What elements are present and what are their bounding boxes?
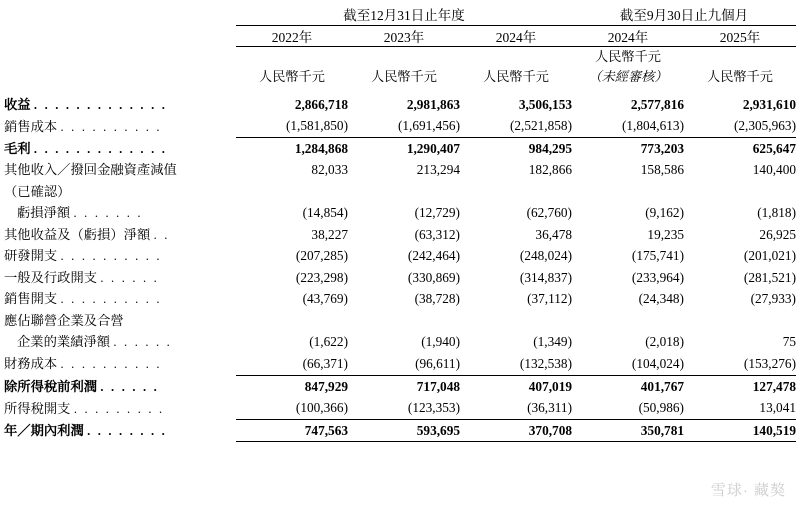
row-value: 401,767 xyxy=(572,375,684,397)
table-row xyxy=(4,331,796,353)
row-label-text: 虧損淨額 xyxy=(17,205,71,221)
row-label-leader: . . . . . . . xyxy=(73,206,143,221)
row-value: (27,933) xyxy=(750,291,796,307)
row-label-leader: . . . . . . . . . xyxy=(73,401,165,416)
row-value: 984,295 xyxy=(460,137,572,159)
row-value: (38,728) xyxy=(414,291,460,307)
header-year-corner xyxy=(4,26,236,47)
row-value: 213,294 xyxy=(416,162,460,178)
table-rows-body xyxy=(4,94,796,442)
header-unit-4 xyxy=(684,47,796,87)
row-label-text: 財務成本 xyxy=(4,356,58,372)
header-unit-4-main: 人民幣千元 xyxy=(707,68,773,84)
row-value: 82,033 xyxy=(311,162,348,178)
row-value: (1,622) xyxy=(309,334,348,350)
table-row xyxy=(4,397,796,419)
row-label-leader: . . . . . . . . . . . . . xyxy=(33,97,168,112)
header-corner-cell xyxy=(4,4,236,26)
row-value: (37,112) xyxy=(527,291,572,307)
row-value: (96,611) xyxy=(415,355,460,371)
row-label-text: 所得稅開支 xyxy=(4,400,71,416)
table-row xyxy=(4,115,796,137)
header-unit-1-main: 人民幣千元 xyxy=(371,68,437,84)
row-value xyxy=(684,181,796,203)
header-spacer-row xyxy=(4,87,796,94)
row-value: (62,760) xyxy=(526,205,572,221)
row-label-text: 研發開支 xyxy=(4,248,58,264)
row-value: (9,162) xyxy=(645,205,684,221)
row-label-text: 企業的業績淨額 xyxy=(17,334,111,350)
row-value: (36,311) xyxy=(527,400,572,416)
row-label-leader: . . xyxy=(153,227,170,242)
row-value: 847,929 xyxy=(236,375,348,397)
row-value: (66,371) xyxy=(302,355,348,371)
table-row xyxy=(4,224,796,246)
header-unit-0 xyxy=(236,47,348,87)
row-value: (2,018) xyxy=(645,334,684,350)
header-unit-2-main: 人民幣千元 xyxy=(483,68,549,84)
row-label-leader: . . . . . . xyxy=(100,379,159,394)
row-value: (223,298) xyxy=(295,269,348,285)
row-label xyxy=(4,159,236,181)
row-label-leader: . . . . . . . . . . xyxy=(60,249,162,264)
row-value: 370,708 xyxy=(460,419,572,442)
header-unit-row xyxy=(4,47,796,87)
header-unit-2 xyxy=(460,47,572,87)
row-label-text: 除所得稅前利潤 xyxy=(4,378,98,394)
table-row xyxy=(4,288,796,310)
table-row xyxy=(4,375,796,397)
row-value: (1,940) xyxy=(421,334,460,350)
row-value: 407,019 xyxy=(460,375,572,397)
row-value xyxy=(236,181,348,203)
row-value: 26,925 xyxy=(759,226,796,242)
row-value xyxy=(460,181,572,203)
row-label xyxy=(4,94,236,116)
row-value: 182,866 xyxy=(528,162,572,178)
row-label xyxy=(4,181,236,203)
row-value: 140,400 xyxy=(752,162,796,178)
row-value: (330,869) xyxy=(407,269,460,285)
row-value: (201,021) xyxy=(743,248,796,264)
table-row xyxy=(4,419,796,442)
table-row xyxy=(4,94,796,116)
row-value: 140,519 xyxy=(684,419,796,442)
row-value: 2,577,816 xyxy=(630,96,684,112)
table-row xyxy=(4,137,796,159)
row-value: 36,478 xyxy=(535,226,572,242)
row-value: (248,024) xyxy=(519,248,572,264)
header-unit-3-main: 人民幣千元 xyxy=(595,49,661,64)
header-unit-0-main: 人民幣千元 xyxy=(259,68,325,84)
header-year-0: 2022年 xyxy=(236,26,348,47)
row-value xyxy=(572,310,684,332)
row-label-text: 其他收益及（虧損）淨額 xyxy=(4,226,151,242)
row-value: 2,981,863 xyxy=(406,96,460,112)
header-year-3: 2024年 xyxy=(572,26,684,47)
row-value: (2,521,858) xyxy=(509,118,572,134)
row-value: (207,285) xyxy=(295,248,348,264)
row-label xyxy=(4,267,236,289)
row-label-text: 毛利 xyxy=(4,140,31,156)
row-value: (1,691,456) xyxy=(397,118,460,134)
row-value: 13,041 xyxy=(759,400,796,416)
row-label xyxy=(4,331,236,353)
table-header-body xyxy=(4,4,796,94)
row-value xyxy=(572,181,684,203)
row-label-text: 銷售開支 xyxy=(4,291,58,307)
row-value: 717,048 xyxy=(348,375,460,397)
row-label-leader: . . . . . . . . xyxy=(87,424,167,439)
row-label xyxy=(4,397,236,419)
row-label xyxy=(4,202,236,224)
table-row xyxy=(4,310,796,332)
row-label xyxy=(4,310,236,332)
row-value: 2,931,610 xyxy=(742,96,796,112)
table-row xyxy=(4,202,796,224)
row-value: 75 xyxy=(782,334,796,350)
row-value xyxy=(236,310,348,332)
row-value: 3,506,153 xyxy=(518,96,572,112)
row-label xyxy=(4,288,236,310)
row-value: (50,986) xyxy=(638,400,684,416)
header-unit-3-sub: （未經審核） xyxy=(588,68,668,84)
row-label-text: 其他收入／撥回金融資產減值 xyxy=(4,162,177,178)
row-value: (1,804,613) xyxy=(621,118,684,134)
table-row xyxy=(4,267,796,289)
table-row xyxy=(4,159,796,181)
header-group-left: 截至12月31日止年度 xyxy=(236,4,572,26)
row-value: (1,581,850) xyxy=(285,118,348,134)
header-year-row xyxy=(4,26,796,47)
row-value: (100,366) xyxy=(295,400,348,416)
row-value: (123,353) xyxy=(407,400,460,416)
row-label xyxy=(4,115,236,137)
row-value: 1,284,868 xyxy=(236,137,348,159)
header-unit-3 xyxy=(572,47,684,87)
row-value xyxy=(460,310,572,332)
row-label xyxy=(4,353,236,375)
row-value: 158,586 xyxy=(640,162,684,178)
row-label-text: 年／期內利潤 xyxy=(4,423,84,439)
row-value: 19,235 xyxy=(647,226,684,242)
row-value: (12,729) xyxy=(414,205,460,221)
row-value: (132,538) xyxy=(519,355,572,371)
header-unit-corner xyxy=(4,47,236,87)
row-label-leader: . . . . . . . . . . xyxy=(60,119,162,134)
row-label-text: 收益 xyxy=(4,96,31,112)
row-label-text: （已確認） xyxy=(4,183,71,199)
row-value xyxy=(348,310,460,332)
header-group-right: 截至9月30日止九個月 xyxy=(572,4,796,26)
table-row xyxy=(4,353,796,375)
row-label xyxy=(4,224,236,246)
row-label xyxy=(4,419,236,442)
watermark: 雪球· 藏獒 xyxy=(710,482,786,499)
row-value: 1,290,407 xyxy=(348,137,460,159)
row-label xyxy=(4,137,236,159)
row-value: 773,203 xyxy=(572,137,684,159)
row-label-leader: . . . . . . xyxy=(113,335,172,350)
row-value: (104,024) xyxy=(631,355,684,371)
row-label-text: 一般及行政開支 xyxy=(4,269,98,285)
row-value xyxy=(684,310,796,332)
row-label-text: 應佔聯營企業及合營 xyxy=(4,312,124,328)
financial-table xyxy=(4,4,796,442)
row-value: (153,276) xyxy=(743,355,796,371)
row-value: (281,521) xyxy=(743,269,796,285)
table-row xyxy=(4,245,796,267)
row-value: (314,837) xyxy=(519,269,572,285)
row-value: (14,854) xyxy=(302,205,348,221)
row-value: (1,818) xyxy=(757,205,796,221)
header-spacer-cell xyxy=(4,87,796,94)
row-value: 593,695 xyxy=(348,419,460,442)
row-value: 127,478 xyxy=(684,375,796,397)
row-value: (63,312) xyxy=(414,226,460,242)
row-value xyxy=(348,181,460,203)
row-value: 350,781 xyxy=(572,419,684,442)
row-value: (175,741) xyxy=(631,248,684,264)
row-label xyxy=(4,375,236,397)
header-unit-1 xyxy=(348,47,460,87)
row-label-leader: . . . . . . . . . . xyxy=(60,357,162,372)
header-year-4: 2025年 xyxy=(684,26,796,47)
row-label xyxy=(4,245,236,267)
header-group-row xyxy=(4,4,796,26)
row-value: (24,348) xyxy=(638,291,684,307)
row-value: 625,647 xyxy=(684,137,796,159)
row-value: (43,769) xyxy=(302,291,348,307)
row-value: (242,464) xyxy=(407,248,460,264)
row-value: 38,227 xyxy=(311,226,348,242)
header-year-2: 2024年 xyxy=(460,26,572,47)
row-label-leader: . . . . . . . . . . . . . xyxy=(33,141,168,156)
row-value: (2,305,963) xyxy=(733,118,796,134)
table-row xyxy=(4,181,796,203)
header-year-1: 2023年 xyxy=(348,26,460,47)
row-value: 2,866,718 xyxy=(294,96,348,112)
row-label-leader: . . . . . . xyxy=(100,270,159,285)
row-value: (1,349) xyxy=(533,334,572,350)
row-label-text: 銷售成本 xyxy=(4,118,58,134)
row-value: 747,563 xyxy=(236,419,348,442)
row-label-leader: . . . . . . . . . . xyxy=(60,292,162,307)
row-value: (233,964) xyxy=(631,269,684,285)
